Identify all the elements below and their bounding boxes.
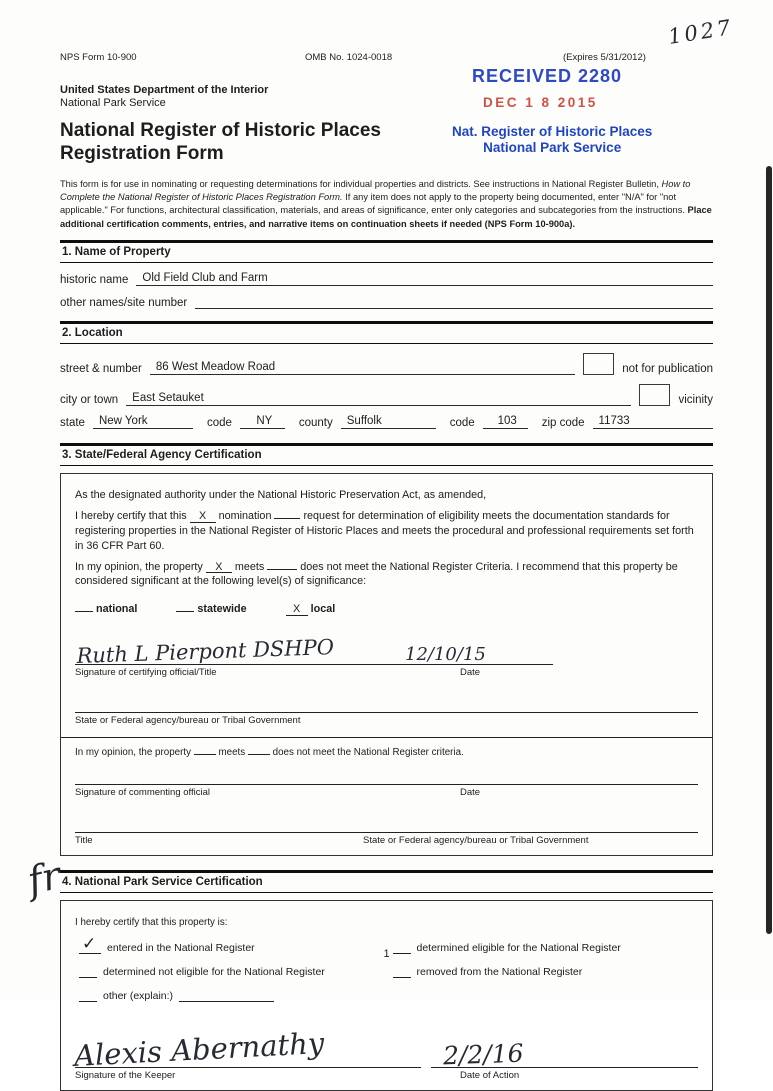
form-instructions: [60, 178, 713, 231]
opinion2-meets: meets: [218, 747, 246, 759]
opinion2-meets-blank: [194, 744, 216, 755]
handwritten-number: 1027: [666, 15, 735, 49]
keeper-signature: Alexis Abernathy: [73, 1025, 325, 1073]
opinion2-pre: In my opinion, the property: [75, 747, 191, 759]
action-date: 2/2/16: [443, 1038, 525, 1071]
vicinity-label: vicinity: [678, 394, 713, 406]
certify-paragraph: [75, 508, 698, 554]
opinion-pre: In my opinion, the property: [75, 560, 203, 573]
street-label: street & number: [60, 363, 142, 375]
keeper-signature-row: [73, 1025, 698, 1073]
title-line: [75, 813, 698, 833]
street-field: 86 West Meadow Road: [150, 361, 575, 375]
state-row: [60, 415, 713, 429]
section4-header: 4. National Park Service Certification: [60, 870, 713, 893]
authority-line: As the designated authority under the National Historic Preservation Act, as amended,: [75, 489, 487, 501]
local-x-blank: X: [286, 604, 308, 616]
option-other: [79, 990, 385, 1002]
statewide-label: statewide: [197, 603, 247, 616]
agency-label-row: [75, 715, 698, 727]
agency-label: State or Federal agency/bureau or Tribal Government: [75, 715, 301, 727]
state-field: New York: [93, 415, 193, 429]
opinion-post: does not meet the National Register Criteria. I recommend that this property be considered significant at the following level(s) of significance:: [75, 560, 678, 588]
removed-label: removed from the National Register: [416, 965, 583, 978]
statewide-blank: [176, 601, 194, 612]
county-label: county: [298, 417, 333, 429]
significance-levels: [75, 601, 698, 617]
title-label: Title: [75, 835, 93, 847]
action-date-label: Date of Action: [460, 1069, 520, 1081]
street-row: [60, 353, 713, 375]
request-blank: [274, 508, 300, 519]
certify-post: request for determination of eligibility meets the documentation standards for registering properties in the National Register of Historic Places and meets the procedural and professional requirements set forth in 36 CFR Part 60.: [75, 509, 694, 552]
agency-label-2: State or Federal agency/bureau or Tribal Government: [363, 835, 589, 847]
code-field-1: NY: [240, 415, 285, 429]
box-divider: [61, 737, 712, 738]
certifying-date-label: Date: [460, 667, 481, 679]
national-blank: [75, 601, 93, 612]
not-for-publication-checkbox[interactable]: [583, 353, 614, 375]
agency-line: [75, 693, 698, 713]
keeper-label: Signature of the Keeper: [75, 1069, 176, 1081]
certifying-signature-label: Signature of certifying official/Title: [75, 667, 217, 679]
determined-not-eligible-label: determined not eligible for the National Register: [103, 965, 325, 978]
dept-line1: United States Department of the Interior: [60, 84, 269, 96]
page-number: 1: [383, 948, 390, 960]
removed-blank: [393, 967, 411, 978]
entered-label: entered in the National Register: [107, 941, 255, 954]
certify-mid: nomination: [218, 509, 272, 522]
county-field: Suffolk: [341, 415, 436, 429]
option-removed: [393, 966, 699, 978]
zip-field: 11733: [593, 415, 713, 429]
determined-eligible-label: determined eligible for the National Register: [416, 941, 621, 954]
instructions-text-1: This form is for use in nominating or requesting determinations for individual properties and districts. See instructions in National Register Bulletin,: [60, 179, 662, 189]
state-label: state: [60, 417, 85, 429]
other-names-row: [60, 295, 713, 309]
other-names-label: other names/site number: [60, 297, 188, 309]
instructions-italic: How to Complete the National Register of Historic Places Registration Form.: [60, 179, 691, 203]
historic-name-row: [60, 272, 713, 286]
city-label: city or town: [60, 394, 119, 406]
nat-register-stamp: [452, 124, 652, 156]
expires-note: (Expires 5/31/2012): [563, 52, 646, 63]
commenting-date-label: Date: [460, 787, 481, 799]
action-date-line: [431, 1028, 698, 1071]
opinion2-post: does not meet the National Register criteria.: [272, 747, 464, 759]
zip-label: zip code: [541, 417, 585, 429]
section3-header: 3. State/Federal Agency Certification: [60, 443, 713, 466]
commenting-label-row: [75, 787, 698, 799]
date-received-stamp: DEC 1 8 2015: [483, 95, 598, 110]
nps-certification-box: [60, 900, 713, 1090]
other-explain-blank: [179, 991, 274, 1002]
certifying-label-row: [75, 667, 698, 679]
agency-header: [60, 84, 268, 110]
nps-intro: I hereby certify that this property is:: [75, 917, 228, 929]
opinion-mid: meets: [234, 560, 265, 573]
certifying-date: 12/10/15: [405, 644, 486, 666]
dept-line2: National Park Service: [60, 97, 166, 109]
title-label-row: [75, 835, 698, 847]
city-field: East Setauket: [126, 392, 631, 406]
form-body: [60, 240, 713, 1091]
scan-edge-artifact: [766, 166, 772, 934]
certify-pre: I hereby certify that this: [75, 509, 187, 522]
state-certification-box: [60, 473, 713, 856]
instructions-bold: Place additional certification comments, entries, and narrative items on continuation sheets if needed (NPS Form 10-900a).: [60, 205, 712, 229]
keeper-signature-line: [73, 1025, 421, 1073]
determined-not-eligible-blank: [79, 967, 97, 978]
historic-name-label: historic name: [60, 274, 129, 286]
section2-header: 2. Location: [60, 321, 713, 344]
omb-number: OMB No. 1024-0018: [305, 52, 393, 63]
form-title-line1: National Register of Historic Places: [60, 120, 381, 141]
vicinity-checkbox[interactable]: [639, 384, 670, 406]
opinion2-not-blank: [248, 744, 270, 755]
meets-x-blank: X: [206, 562, 232, 574]
commenting-opinion: [75, 744, 698, 759]
form-number: NPS Form 10-900: [60, 52, 137, 63]
instructions-text-2: If any item does not apply to the property being documented, enter "N/A" for "not applicable." For functions, architectural classification, materials, and areas of significance, enter only categories and subcategories from the instructions.: [60, 192, 688, 216]
national-label: national: [96, 603, 138, 616]
keeper-label-row: [75, 1070, 698, 1082]
historic-name-field: Old Field Club and Farm: [136, 272, 713, 286]
code-label-2: code: [449, 417, 475, 429]
section1-header: 1. Name of Property: [60, 240, 713, 263]
entered-checkmark: ✓: [82, 933, 97, 954]
nomination-x-blank: X: [190, 511, 216, 523]
other-label: other (explain:): [103, 989, 174, 1002]
other-names-field: [195, 295, 713, 309]
opinion-paragraph: [75, 559, 698, 590]
form-title: [60, 119, 381, 165]
certifying-signature: Ruth L Pierpont DSHPO: [76, 635, 335, 669]
commenting-signature-label: Signature of commenting official: [75, 787, 211, 799]
stamp-line2: National Park Service: [483, 140, 622, 155]
does-not-meet-blank: [267, 559, 297, 570]
option-determined-not-eligible: [79, 966, 385, 978]
code-field-2: 103: [483, 415, 528, 429]
code-label-1: code: [206, 417, 232, 429]
local-label: local: [310, 603, 336, 616]
not-for-publication-label: not for publication: [622, 363, 713, 375]
certifying-signature-line: [75, 629, 553, 669]
commenting-signature-line: [75, 765, 698, 785]
city-row: [60, 384, 713, 406]
received-stamp: RECEIVED 2280: [472, 66, 623, 86]
handwritten-margin-mark: fr: [23, 853, 65, 903]
stamp-line1: Nat. Register of Historic Places: [452, 124, 653, 139]
form-title-line2: Registration Form: [60, 143, 224, 164]
other-blank: [79, 991, 97, 1002]
